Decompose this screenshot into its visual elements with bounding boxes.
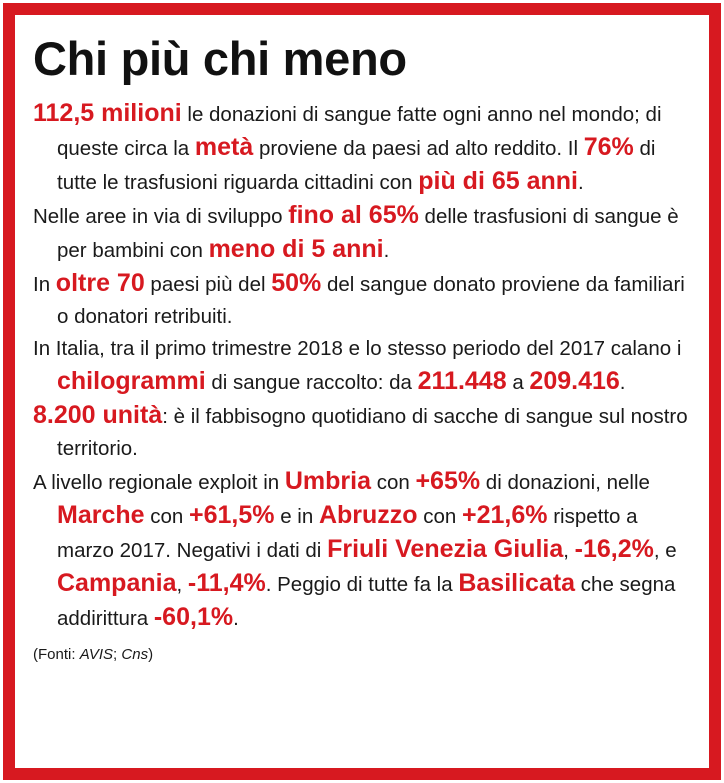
fact-text: Nelle aree in via di sviluppo (33, 205, 289, 228)
highlight-figure: meno di 5 anni (208, 235, 384, 263)
sources-prefix: (Fonti: (33, 646, 80, 663)
fact-text: . Peggio di tutte fa la (265, 573, 459, 596)
highlight-figure: Umbria (284, 467, 371, 495)
facts-list (33, 97, 695, 635)
highlight-figure: oltre 70 (55, 269, 145, 297)
highlight-figure: +65% (415, 467, 481, 495)
highlight-figure: Friuli Venezia Giulia (327, 535, 564, 563)
highlight-figure: 211.448 (417, 367, 507, 395)
highlight-figure: 112,5 milioni (33, 99, 182, 127)
fact-text: con (417, 505, 463, 528)
highlight-figure: +61,5% (189, 501, 275, 529)
highlight-figure: Campania (57, 569, 177, 597)
highlight-figure: -11,4% (187, 569, 266, 597)
fact-text: , e (653, 539, 677, 562)
highlight-figure: più di 65 anni (418, 167, 578, 195)
fact-entry (33, 333, 695, 399)
highlight-figure: Abruzzo (318, 501, 418, 529)
red-border-frame (3, 3, 721, 780)
fact-text: . (619, 371, 626, 394)
highlight-figure: 209.416 (529, 367, 620, 395)
fact-text: di donazioni, nelle (480, 471, 650, 494)
fact-text: , (176, 573, 188, 596)
fact-text: proviene da paesi ad alto reddito. Il (253, 137, 584, 160)
source-cns: Cns (121, 646, 149, 663)
fact-entry (33, 267, 695, 333)
fact-text: del sangue donato proviene da familiari o donatori retribuiti. (57, 273, 685, 328)
highlight-figure: fino al 65% (288, 201, 419, 229)
fact-text: di tutte le trasfusioni riguarda cittadini con (57, 137, 656, 194)
fact-text: di sangue raccolto: da (205, 371, 418, 394)
fact-entry (33, 199, 695, 267)
fact-text: . (577, 171, 584, 194)
fact-text: : è il fabbisogno quotidiano di sacche di sangue sul nostro territorio. (57, 405, 688, 460)
fact-text: a (506, 371, 530, 394)
highlight-figure: +21,6% (462, 501, 548, 529)
fact-entry (33, 399, 695, 465)
fact-text: In (33, 273, 56, 296)
fact-text: con (144, 505, 189, 528)
highlight-figure: Basilicata (458, 569, 576, 597)
highlight-figure: -60,1% (153, 603, 234, 631)
fact-entry (33, 97, 695, 199)
page-title: Chi più chi meno (33, 32, 407, 85)
sources-separator: ; (113, 646, 122, 663)
fact-text: le donazioni di sangue fatte ogni anno nel mondo; di queste circa la (57, 103, 662, 160)
fact-text: paesi più del (144, 273, 272, 296)
fact-entry (33, 465, 695, 635)
fact-text: che segna addirittura (57, 573, 676, 630)
fact-text: . (233, 607, 239, 630)
fact-text: , (563, 539, 575, 562)
highlight-figure: metà (194, 133, 254, 161)
highlight-figure: Marche (57, 501, 145, 529)
source-avis: AVIS (79, 646, 114, 663)
highlight-figure: 8.200 unità (33, 401, 163, 429)
highlight-figure: 76% (583, 133, 634, 161)
fact-text: A livello regionale exploit in (33, 471, 285, 494)
fact-text: In Italia, tra il primo trimestre 2018 e lo stesso periodo del 2017 calano i (33, 337, 682, 360)
highlight-figure: chilogrammi (57, 367, 206, 395)
fact-text: . (383, 239, 390, 262)
fact-text: e in (274, 505, 319, 528)
sources-note (33, 645, 695, 665)
fact-text: delle trasfusioni di sangue è per bambini con (57, 205, 679, 262)
highlight-figure: -16,2% (574, 535, 654, 563)
fact-text: rispetto a marzo 2017. Negativi i dati di (57, 505, 638, 562)
info-box (15, 15, 709, 768)
fact-text: con (371, 471, 416, 494)
sources-suffix: ) (148, 646, 154, 663)
highlight-figure: 50% (271, 269, 322, 297)
